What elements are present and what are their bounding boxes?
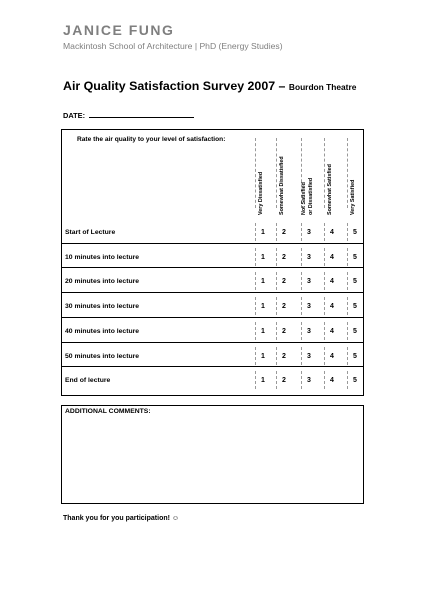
rating-option[interactable]: 3 xyxy=(307,327,311,335)
cell-guide xyxy=(347,347,348,365)
comments-label: ADDITIONAL COMMENTS: xyxy=(65,408,151,415)
author-affiliation: Mackintosh School of Architecture | PhD (Energy Studies) xyxy=(63,41,283,51)
row-separator xyxy=(62,342,363,343)
cell-guide xyxy=(276,297,277,315)
row-label: 20 minutes into lecture xyxy=(65,278,140,286)
thank-you-note: Thank you for you participation! ☺ xyxy=(63,515,180,522)
cell-guide xyxy=(324,347,325,365)
cell-guide xyxy=(255,248,256,266)
rating-option[interactable]: 4 xyxy=(330,278,334,286)
rating-option[interactable]: 4 xyxy=(330,253,334,261)
rating-option[interactable]: 1 xyxy=(261,303,265,311)
rating-option[interactable]: 3 xyxy=(307,229,311,236)
row-label: 30 minutes into lecture xyxy=(65,303,140,311)
cell-guide xyxy=(347,248,348,266)
column-header-line1: Very Satisfied xyxy=(350,179,356,215)
rating-option[interactable]: 4 xyxy=(330,327,334,335)
cell-guide xyxy=(276,223,277,241)
column-guide xyxy=(276,138,277,208)
rating-option[interactable]: 1 xyxy=(261,229,265,236)
rating-option[interactable]: 2 xyxy=(282,253,286,261)
cell-guide xyxy=(301,297,302,315)
rating-option[interactable]: 3 xyxy=(307,352,311,360)
column-header-line1: Somewhat Satisfied xyxy=(327,164,333,215)
column-guide xyxy=(347,138,348,208)
cell-guide xyxy=(301,248,302,266)
column-header xyxy=(279,156,286,215)
rating-option[interactable]: 2 xyxy=(282,303,286,311)
survey-title-text: Air Quality Satisfaction Survey 2007 – xyxy=(63,79,286,93)
cell-guide xyxy=(276,248,277,266)
column-header-line2: or Dissatisfied xyxy=(307,177,314,215)
column-header xyxy=(327,164,334,215)
rating-option[interactable]: 5 xyxy=(353,327,357,335)
cell-guide xyxy=(276,347,277,365)
row-separator xyxy=(62,243,363,244)
rating-option[interactable]: 2 xyxy=(282,352,286,360)
cell-guide xyxy=(324,371,325,389)
rating-option[interactable]: 3 xyxy=(307,253,311,261)
cell-guide xyxy=(324,272,325,290)
cell-guide xyxy=(276,322,277,340)
column-header-line1: Very Dissatisfied xyxy=(258,171,264,215)
rating-option[interactable]: 2 xyxy=(282,327,286,335)
cell-guide xyxy=(276,371,277,389)
row-label: 10 minutes into lecture xyxy=(65,253,140,261)
cell-guide xyxy=(347,297,348,315)
date-input-line[interactable] xyxy=(89,110,194,118)
column-header xyxy=(258,172,265,215)
cell-guide xyxy=(255,297,256,315)
cell-guide xyxy=(255,322,256,340)
cell-guide xyxy=(347,322,348,340)
rating-option[interactable]: 5 xyxy=(353,303,357,311)
rating-table xyxy=(61,129,364,396)
rating-option[interactable]: 4 xyxy=(330,229,334,236)
author-name: JANICE FUNG xyxy=(63,22,175,38)
row-separator xyxy=(62,317,363,318)
cell-guide xyxy=(255,371,256,389)
row-separator xyxy=(62,267,363,268)
rating-option[interactable]: 2 xyxy=(282,229,286,236)
rating-option[interactable]: 4 xyxy=(330,352,334,360)
comments-box[interactable] xyxy=(61,405,364,504)
rating-option[interactable]: 1 xyxy=(261,377,265,385)
rating-option[interactable]: 3 xyxy=(307,303,311,311)
rating-option[interactable]: 4 xyxy=(330,303,334,311)
column-header-line1: Somewhat Dissatisfied xyxy=(279,156,285,215)
cell-guide xyxy=(301,272,302,290)
cell-guide xyxy=(301,322,302,340)
survey-title xyxy=(63,79,356,93)
date-row xyxy=(63,110,194,120)
rating-option[interactable]: 2 xyxy=(282,278,286,286)
cell-guide xyxy=(324,223,325,241)
cell-guide xyxy=(301,223,302,241)
cell-guide xyxy=(324,248,325,266)
cell-guide xyxy=(255,272,256,290)
column-header xyxy=(350,180,357,215)
rating-option[interactable]: 5 xyxy=(353,229,357,236)
rating-option[interactable]: 5 xyxy=(353,352,357,360)
rating-option[interactable]: 5 xyxy=(353,278,357,286)
column-header xyxy=(301,178,314,215)
date-label: DATE: xyxy=(63,111,86,120)
row-label: End of lecture xyxy=(65,377,111,385)
row-separator xyxy=(62,292,363,293)
cell-guide xyxy=(255,347,256,365)
row-separator xyxy=(62,366,363,367)
rating-prompt: Rate the air quality to your level of satisfaction: xyxy=(77,136,226,143)
row-label: Start of Lecture xyxy=(65,229,116,236)
rating-option[interactable]: 3 xyxy=(307,278,311,286)
cell-guide xyxy=(301,347,302,365)
cell-guide xyxy=(347,272,348,290)
rating-option[interactable]: 3 xyxy=(307,377,311,385)
survey-venue: Bourdon Theatre xyxy=(288,82,357,92)
column-header-line1: Not Satisfied xyxy=(301,182,307,215)
rating-option[interactable]: 1 xyxy=(261,278,265,286)
cell-guide xyxy=(347,371,348,389)
row-label: 50 minutes into lecture xyxy=(65,352,140,360)
row-label: 40 minutes into lecture xyxy=(65,327,140,335)
rating-option[interactable]: 4 xyxy=(330,377,334,385)
column-guide xyxy=(255,138,256,208)
rating-option[interactable]: 5 xyxy=(353,377,357,385)
rating-option[interactable]: 5 xyxy=(353,253,357,261)
cell-guide xyxy=(347,223,348,241)
cell-guide xyxy=(324,297,325,315)
cell-guide xyxy=(276,272,277,290)
rating-option[interactable]: 2 xyxy=(282,377,286,385)
rating-option[interactable]: 1 xyxy=(261,253,265,261)
rating-option[interactable]: 1 xyxy=(261,352,265,360)
cell-guide xyxy=(255,223,256,241)
rating-option[interactable]: 1 xyxy=(261,327,265,335)
cell-guide xyxy=(324,322,325,340)
column-guide xyxy=(324,138,325,208)
cell-guide xyxy=(301,371,302,389)
